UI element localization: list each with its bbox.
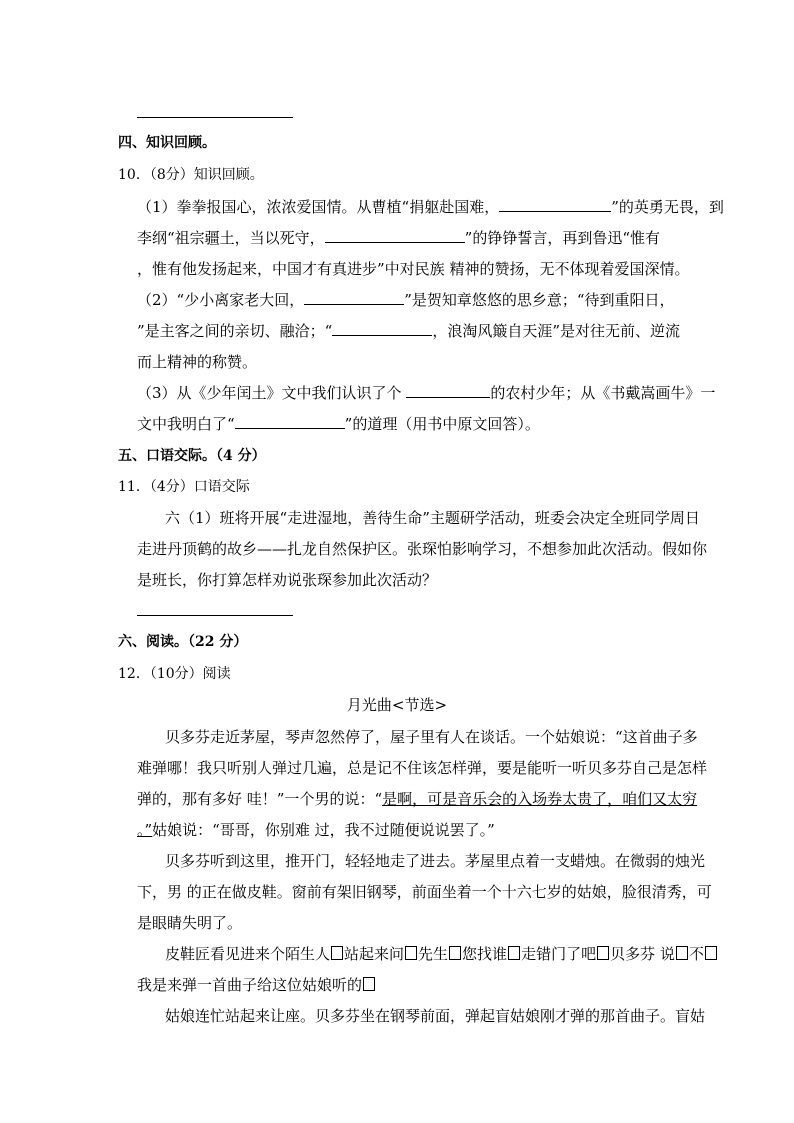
q10-part2-line1 xyxy=(137,290,675,310)
q10-part1-line3: ，惟有他发扬起来，中国才有真进步”中对民族 精神的赞扬，无不体现着爱国深情。 xyxy=(137,260,690,278)
text: 弹的，那有多好 哇！”一个男的说：“ xyxy=(137,790,383,808)
passage-line xyxy=(137,975,376,995)
q10-part1-line2 xyxy=(137,228,660,248)
text: ”的道理（用书中原文回答）。 xyxy=(344,415,540,433)
q11-line3: 是班长，你打算怎样劝说张琛参加此次活动？ xyxy=(137,571,438,589)
fill-blank xyxy=(499,197,611,212)
text: 先生 xyxy=(418,945,449,963)
q10-part1-line1 xyxy=(137,197,724,217)
punctuation-box xyxy=(331,946,343,960)
text: 站起来问 xyxy=(344,945,405,963)
punctuation-box xyxy=(449,946,461,960)
fill-blank xyxy=(235,414,345,429)
fill-blank xyxy=(332,321,432,336)
text: 不 xyxy=(688,945,704,963)
text: （3）从《少年闰土》文中我们认识了个 xyxy=(137,384,407,402)
text: 走错门了吧 xyxy=(521,945,597,963)
q11-line1: 六（1）班将开展“走进湿地，善待生命”主题研学活动，班委会决定全班同学周日 xyxy=(165,509,700,527)
passage-line xyxy=(137,820,495,840)
passage-line: 是眼睛失明了。 xyxy=(137,914,243,932)
fill-blank xyxy=(406,383,490,398)
text: ”的铮铮誓言，再到鲁迅“惟有 xyxy=(464,229,661,247)
q10-part2-line3: 而上精神的称赞。 xyxy=(137,353,258,371)
text: （1）拳拳报国心，浓浓爱国情。从曹植“捐躯赴国难， xyxy=(137,198,500,216)
text: ，浪淘风簸自天涯”是对往无前、逆流 xyxy=(432,322,681,340)
q10-part3-line2 xyxy=(137,414,540,434)
section-heading: 六、阅读。（22 分） xyxy=(118,634,248,650)
text: ”是贺知章悠悠的思乡意；“待到重阳日， xyxy=(404,291,675,309)
text: 皮鞋匠看见进来个陌生人 xyxy=(165,945,331,963)
answer-line xyxy=(137,117,293,118)
underlined-text: 是啊，可是音乐会的入场券太贵了，咱们又太穷 xyxy=(382,790,698,808)
q10-part2-line2 xyxy=(137,321,680,341)
punctuation-box xyxy=(597,946,609,960)
punctuation-box xyxy=(508,946,520,960)
question-number: 11．（4分）口语交际 xyxy=(118,479,250,495)
question-number: 12．（10分）阅读 xyxy=(118,666,231,682)
text: 李纲“祖宗疆土，当以死守， xyxy=(137,229,325,247)
passage-line xyxy=(165,944,718,964)
fill-blank xyxy=(304,290,404,305)
text: 文中我明白了“ xyxy=(137,415,235,433)
text: 的农村少年；从《书戴嵩画牛》一 xyxy=(490,384,716,402)
text: 您找谁 xyxy=(462,945,508,963)
text: 贝多芬 说 xyxy=(610,945,675,963)
question-number: 10．（8分）知识回顾。 xyxy=(118,167,264,183)
punctuation-box xyxy=(405,946,417,960)
fill-blank xyxy=(325,228,465,243)
passage-line: 贝多芬听到这里，推开门，轻轻地走了进去。茅屋里点着一支蜡烛。在微弱的烛光 xyxy=(165,852,706,870)
passage-title: 月光曲<节选> xyxy=(346,696,448,714)
q11-line2: 走进丹顶鹤的故乡——扎龙自然保护区。张琛怕影响学习，不想参加此次活动。假如你 xyxy=(137,540,708,558)
passage-line: 下，男 的正在做皮鞋。窗前有架旧钢琴，前面坐着一个十六七岁的姑娘，脸很清秀，可 xyxy=(137,883,712,901)
passage-line: 姑娘连忙站起来让座。贝多芬坐在钢琴前面，弹起盲姑娘刚才弹的那首曲子。盲姑 xyxy=(165,1007,706,1025)
text: ”是主客之间的亲切、融洽；“ xyxy=(137,322,333,340)
punctuation-box xyxy=(676,946,688,960)
passage-line: 贝多芬走近茅屋，琴声忽然停了，屋子里有人在谈话。一个姑娘说：“这首曲子多 xyxy=(165,728,698,746)
q10-part3-line1 xyxy=(137,383,715,403)
section-heading: 五、口语交际。（4 分） xyxy=(118,448,266,464)
passage-line xyxy=(137,789,697,809)
punctuation-box xyxy=(705,946,717,960)
punctuation-box xyxy=(363,977,375,991)
text: 我是来弹一首曲子给这位姑娘听的 xyxy=(137,976,363,994)
passage-line: 难弹哪！我只听别人弹过几遍，总是记不住该怎样弹，要是能听一听贝多芬自己是怎样 xyxy=(137,759,708,777)
underlined-text: 。” xyxy=(137,821,153,839)
text: ”的英勇无畏，到 xyxy=(611,198,724,216)
answer-line xyxy=(137,615,293,616)
text: （2）“少小离家老大回， xyxy=(137,291,305,309)
section-heading: 四、知识回顾。 xyxy=(118,135,216,151)
text: 姑娘说：“哥哥，你别难 过，我不过随便说说罢了。” xyxy=(152,821,495,839)
